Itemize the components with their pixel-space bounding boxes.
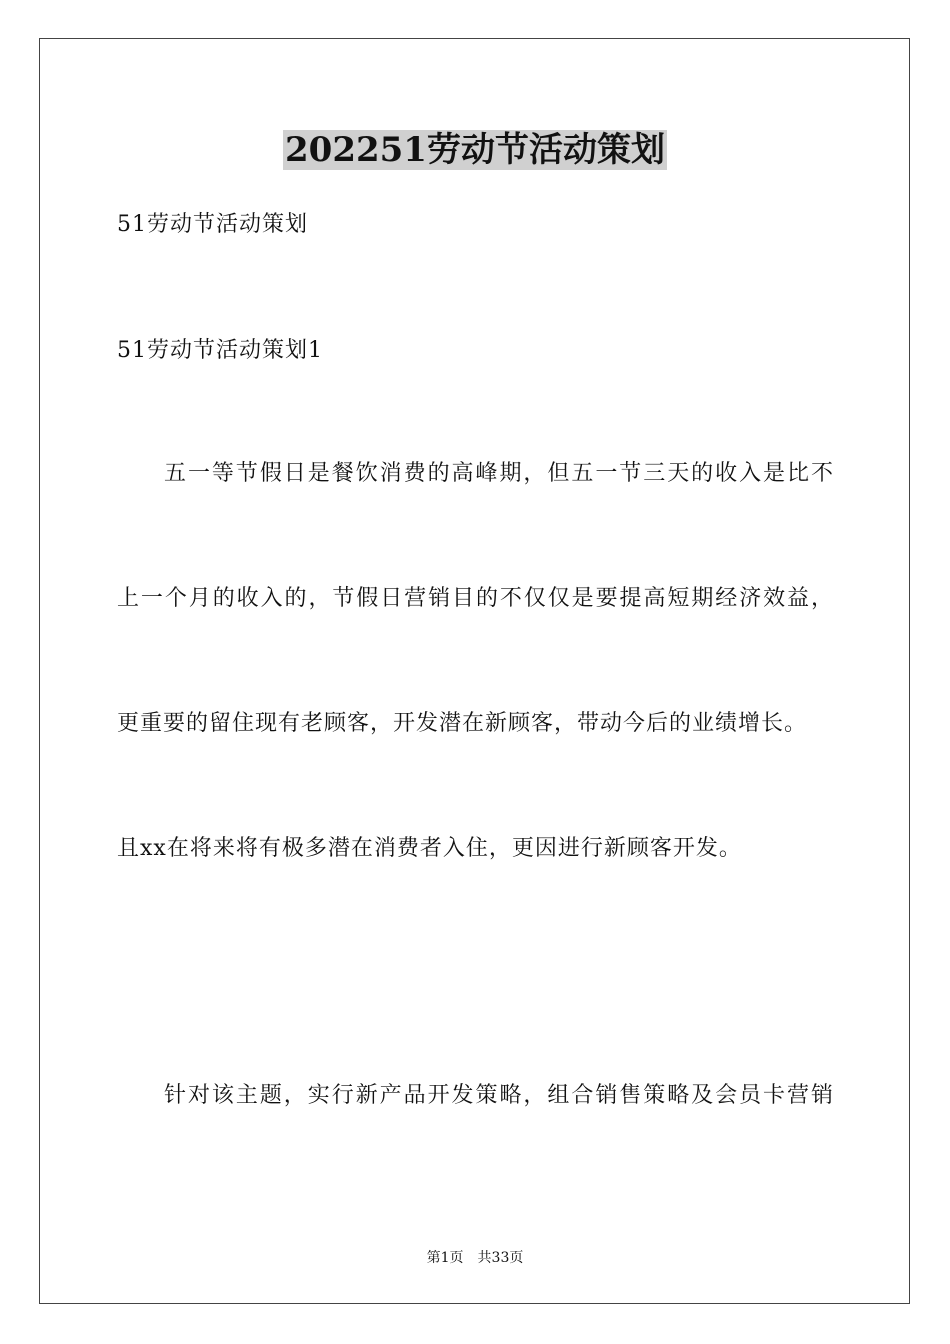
paragraph-line: 更重要的留住现有老顾客，开发潜在新顾客，带动今后的业绩增长。 bbox=[117, 711, 808, 736]
paragraph-line: 针对该主题，实行新产品开发策略，组合销售策略及会员卡营销 bbox=[164, 1083, 833, 1108]
page-footer bbox=[0, 1248, 950, 1268]
document-title-text: 202251劳动节活动策划 bbox=[285, 130, 665, 170]
section-heading: 51劳动节活动策划1 bbox=[117, 338, 323, 363]
document-subtitle: 51劳动节活动策划 bbox=[117, 212, 308, 237]
paragraph-line: 上一个月的收入的，节假日营销目的不仅仅是要提高短期经济效益， bbox=[117, 586, 833, 611]
paragraph-line: 且xx在将来将有极多潜在消费者入住，更因进行新顾客开发。 bbox=[117, 836, 742, 861]
paragraph-line: 五一等节假日是餐饮消费的高峰期，但五一节三天的收入是比不 bbox=[164, 461, 833, 486]
document-title bbox=[0, 128, 950, 172]
page-number-current: 第1页 bbox=[426, 1250, 464, 1266]
page-number-total: 共33页 bbox=[477, 1250, 524, 1266]
